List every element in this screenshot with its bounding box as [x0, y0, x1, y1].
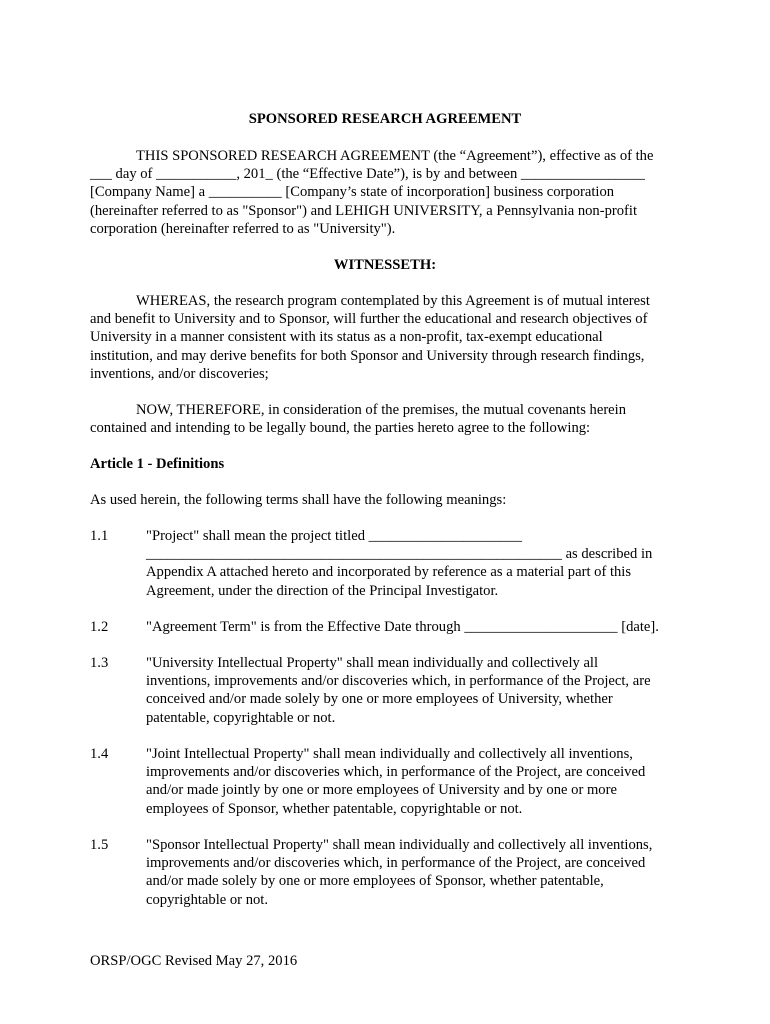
as-used-line: As used herein, the following terms shall have the following meanings:	[90, 492, 507, 508]
definition-line: "Project" shall mean the project titled _____________________	[146, 528, 522, 544]
definition-line: employees of Sponsor, whether patentable, copyrightable or not.	[146, 800, 523, 817]
document-title: SPONSORED RESEARCH AGREEMENT	[248, 111, 522, 127]
now-therefore-paragraph	[90, 401, 680, 437]
intro-line: THIS SPONSORED RESEARCH AGREEMENT (the “Agreement”), effective as of the	[136, 148, 654, 164]
definition-line: "Joint Intellectual Property" shall mean individually and collectively all inventions,	[146, 746, 633, 762]
definition-number: 1.2	[90, 619, 109, 635]
whereas-paragraph	[90, 292, 680, 383]
definition-line: and/or made solely by one or more employees of Sponsor, whether patentable,	[146, 873, 604, 890]
now-therefore-line: contained and intending to be legally bound, the parties hereto agree to the following:	[90, 420, 591, 437]
article-1-heading: Article 1 - Definitions	[90, 456, 225, 472]
whereas-line: WHEREAS, the research program contemplated by this Agreement is of mutual interest	[136, 293, 650, 309]
definition-line: inventions, improvements and/or discoveries which, in performance of the Project, are	[146, 673, 651, 690]
intro-line: (hereinafter referred to as "Sponsor") and LEHIGH UNIVERSITY, a Pennsylvania non-profit	[90, 202, 638, 219]
whereas-line: institution, and may derive benefits for both Sponsor and University through research findings,	[90, 347, 645, 364]
definition-text	[146, 745, 686, 818]
now-therefore-line: NOW, THEREFORE, in consideration of the premises, the mutual covenants herein	[136, 402, 627, 418]
intro-paragraph	[90, 147, 680, 238]
definition-line: Appendix A attached hereto and incorporated by reference as a material part of this	[146, 564, 632, 581]
page-footer: ORSP/OGC Revised May 27, 2016	[90, 953, 298, 969]
intro-line: corporation (hereinafter referred to as "University").	[90, 220, 396, 237]
definition-line: conceived and/or made solely by one or more employees of University, whether	[146, 691, 613, 708]
as-used-paragraph	[90, 491, 680, 509]
definition-number: 1.5	[90, 837, 109, 853]
definition-text	[146, 836, 686, 909]
witnesseth-heading: WITNESSETH:	[333, 257, 437, 273]
definition-number: 1.4	[90, 746, 109, 762]
definition-line: "Sponsor Intellectual Property" shall mean individually and collectively all inventions,	[146, 837, 653, 853]
whereas-line: University in a manner consistent with its status as a non-profit, tax-exempt educational	[90, 329, 603, 346]
definition-line: "Agreement Term" is from the Effective Date through _____________________ [date].	[146, 619, 659, 635]
definition-line: and/or made jointly by one or more employees of University and by one or more	[146, 782, 617, 799]
definition-text	[146, 618, 686, 636]
definition-line: "University Intellectual Property" shall mean individually and collectively all	[146, 655, 599, 671]
definition-text	[146, 654, 686, 727]
definition-number: 1.1	[90, 528, 109, 544]
definition-line: copyrightable or not.	[146, 891, 268, 908]
whereas-line: and benefit to University and to Sponsor, will further the educational and research objectives of	[90, 311, 648, 328]
definition-line: Agreement, under the direction of the Principal Investigator.	[146, 582, 499, 599]
intro-line: [Company Name] a __________ [Company’s state of incorporation] business corporation	[90, 184, 615, 201]
definition-line: improvements and/or discoveries which, in performance of the Project, are conceived	[146, 764, 646, 781]
whereas-line: inventions, and/or discoveries;	[90, 365, 269, 382]
definition-line: improvements and/or discoveries which, in performance of the Project, are conceived	[146, 855, 646, 872]
definition-number: 1.3	[90, 655, 109, 671]
definition-line: patentable, copyrightable or not.	[146, 709, 336, 726]
intro-line: ___ day of ___________, 201_ (the “Effective Date”), is by and between _________________	[90, 166, 645, 183]
definition-line: _________________________________________________________ as described in	[146, 546, 653, 563]
definition-text	[146, 527, 686, 600]
